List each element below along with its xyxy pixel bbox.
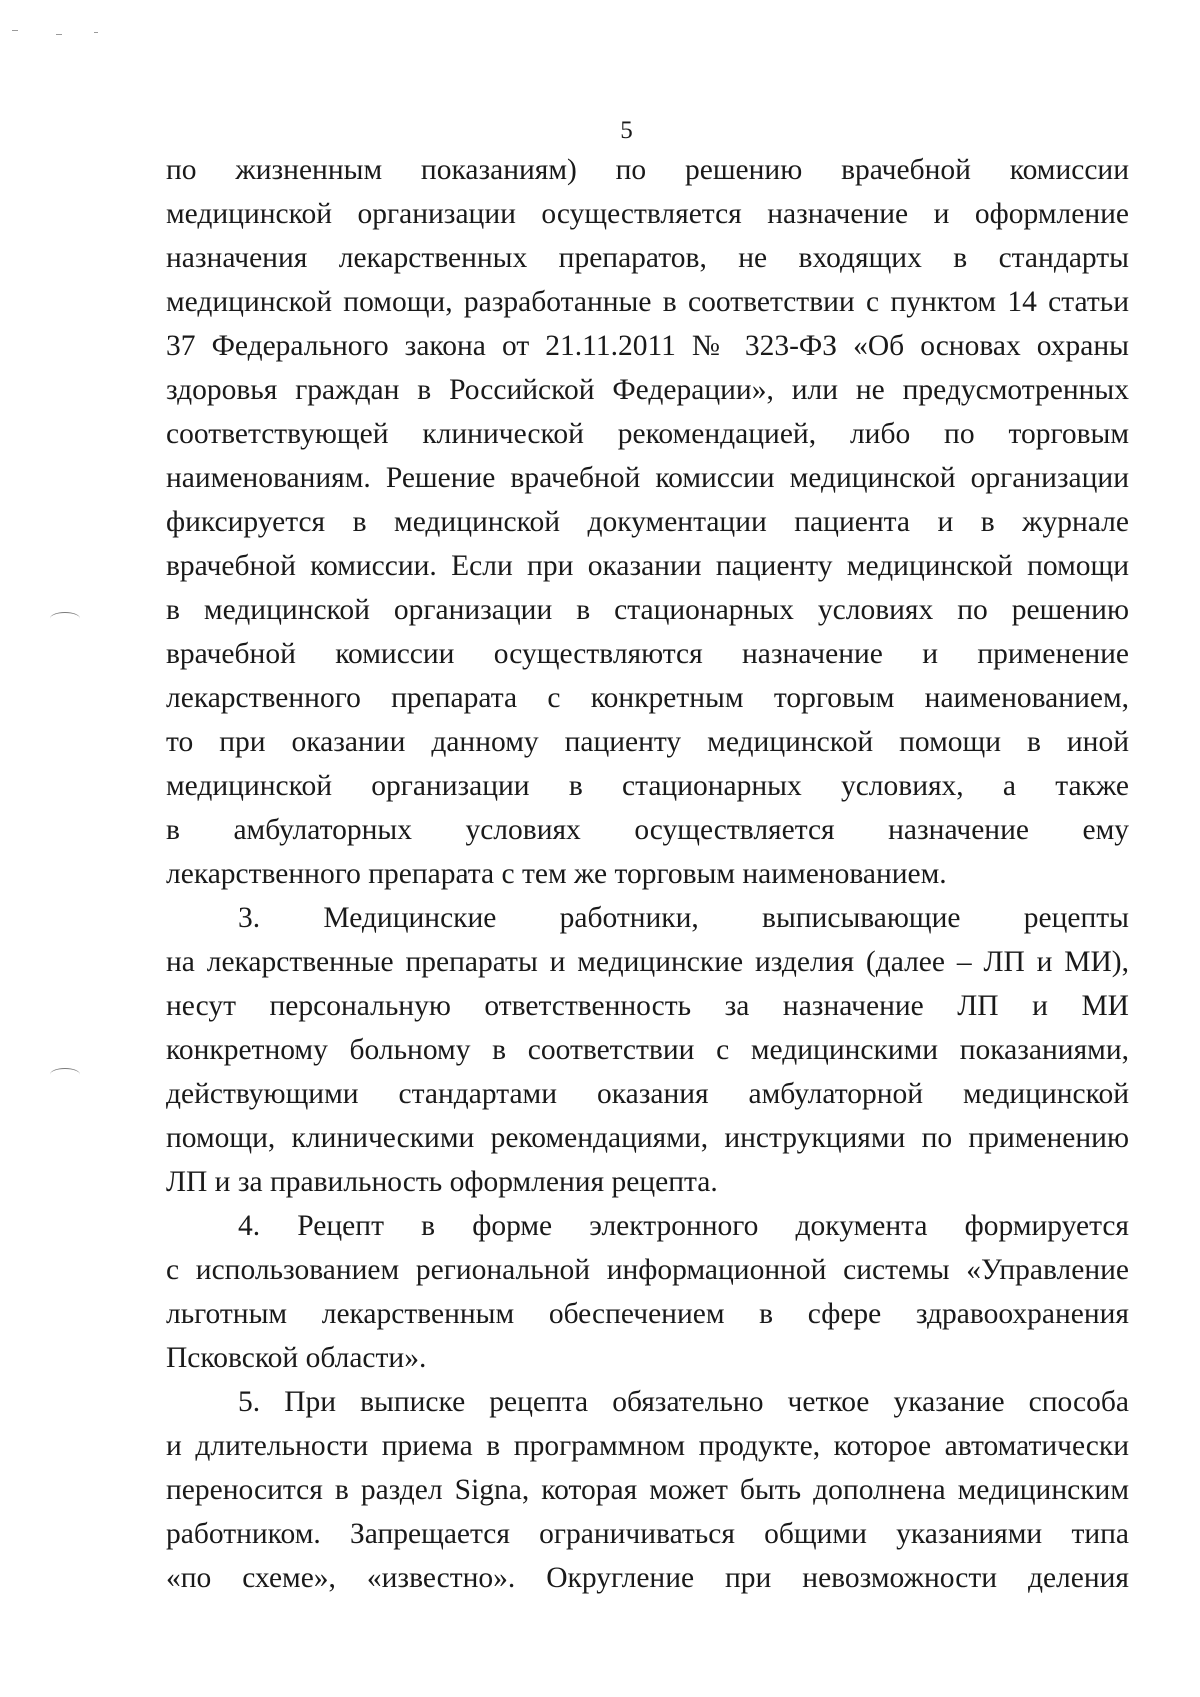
scan-speck: [12, 30, 18, 31]
scan-speck: [56, 34, 62, 35]
text-line: лекарственного препарата с тем же торговым наименованием.: [166, 858, 947, 890]
text-line: переносится в раздел Signa, которая может быть дополнена медицинским: [166, 1474, 1129, 1506]
text-line: 5. При выписке рецепта обязательно четкое указание способа: [238, 1386, 1129, 1418]
text-line: медицинской помощи, разработанные в соответствии с пунктом 14 статьи: [166, 286, 1129, 318]
text-line: и длительности приема в программном продукте, которое автоматически: [166, 1430, 1129, 1462]
text-line: медицинской организации в стационарных условиях, а также: [166, 770, 1129, 802]
hole-punch-mark: [50, 1068, 80, 1081]
text-line: работником. Запрещается ограничиваться общими указаниями типа: [166, 1518, 1129, 1550]
text-line: фиксируется в медицинской документации пациента и в журнале: [166, 506, 1129, 538]
text-line: в амбулаторных условиях осуществляется назначение ему: [166, 814, 1129, 846]
document-body: [166, 148, 1129, 1600]
text-line: по жизненным показаниям) по решению врачебной комиссии: [166, 154, 1129, 186]
text-line: с использованием региональной информационной системы «Управление: [166, 1254, 1129, 1286]
text-line: назначения лекарственных препаратов, не входящих в стандарты: [166, 242, 1129, 274]
text-line: здоровья граждан в Российской Федерации», или не предусмотренных: [166, 374, 1129, 406]
text-line: льготным лекарственным обеспечением в сфере здравоохранения: [166, 1298, 1129, 1330]
hole-punch-mark: [50, 612, 80, 625]
scan-speck: [94, 32, 98, 33]
text-line: медицинской организации осуществляется назначение и оформление: [166, 198, 1129, 230]
text-line: в медицинской организации в стационарных условиях по решению: [166, 594, 1129, 626]
text-line: соответствующей клинической рекомендацией, либо по торговым: [166, 418, 1129, 450]
text-line: «по схеме», «известно». Округление при невозможности деления: [166, 1562, 1129, 1594]
text-line: то при оказании данному пациенту медицинской помощи в иной: [166, 726, 1129, 758]
text-line: 37 Федерального закона от 21.11.2011 № 323-ФЗ «Об основах охраны: [166, 330, 1129, 362]
text-line: врачебной комиссии осуществляются назначение и применение: [166, 638, 1129, 670]
text-line: помощи, клиническими рекомендациями, инструкциями по применению: [166, 1122, 1129, 1154]
text-line: наименованиям. Решение врачебной комиссии медицинской организации: [166, 462, 1129, 494]
text-line: несут персональную ответственность за назначение ЛП и МИ: [166, 990, 1129, 1022]
text-line: 4. Рецепт в форме электронного документа формируется: [238, 1210, 1129, 1242]
page-number: 5: [620, 117, 633, 144]
text-line: конкретному больному в соответствии с медицинскими показаниями,: [166, 1034, 1129, 1066]
text-line: 3. Медицинские работники, выписывающие рецепты: [238, 902, 1129, 934]
text-line: ЛП и за правильность оформления рецепта.: [166, 1166, 718, 1198]
text-line: на лекарственные препараты и медицинские изделия (далее – ЛП и МИ),: [166, 946, 1129, 978]
text-line: Псковской области».: [166, 1342, 427, 1374]
text-line: действующими стандартами оказания амбулаторной медицинской: [166, 1078, 1129, 1110]
text-line: врачебной комиссии. Если при оказании пациенту медицинской помощи: [166, 550, 1129, 582]
text-line: лекарственного препарата с конкретным торговым наименованием,: [166, 682, 1129, 714]
